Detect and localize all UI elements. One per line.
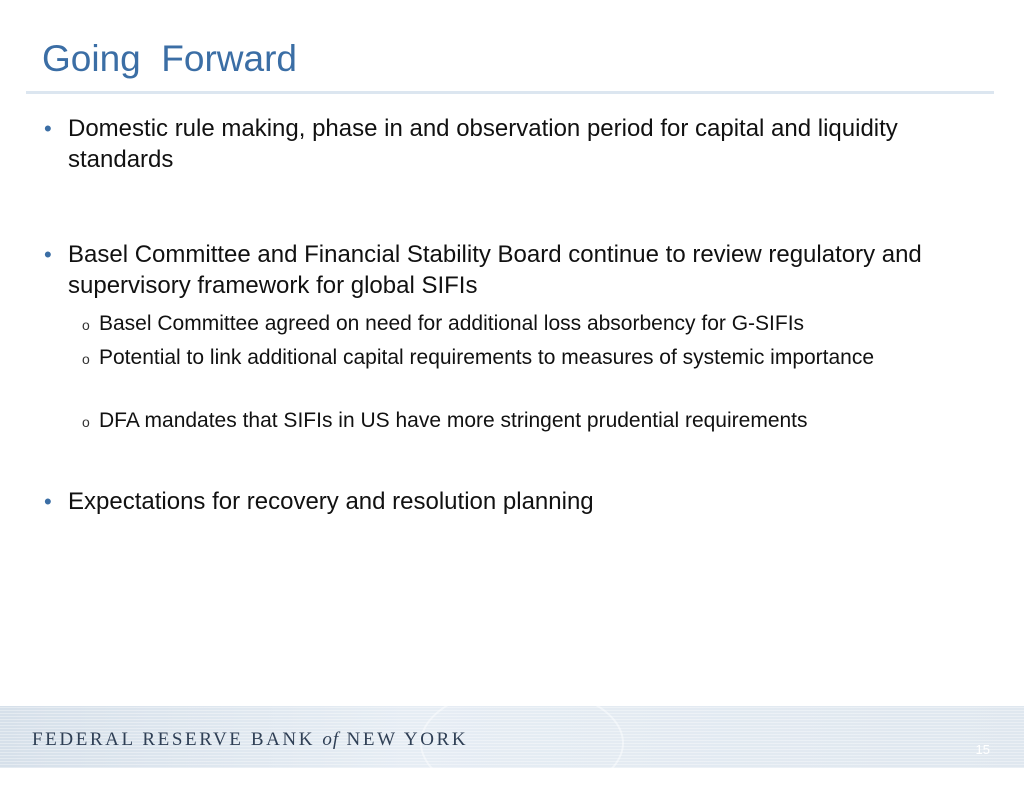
- bank-name-part: NEW YORK: [339, 729, 469, 750]
- bullet-text: Basel Committee and Financial Stability Board continue to review regulatory and supervisory framework for global SIFIs: [68, 241, 922, 299]
- bullet-text: Expectations for recovery and resolution planning: [68, 488, 594, 515]
- bank-name-of: of: [322, 729, 340, 750]
- page-number: 15: [975, 742, 990, 757]
- sub-bullet-text: Basel Committee agreed on need for additional loss absorbency for G-SIFIs: [99, 312, 805, 335]
- bank-name-part: FEDERAL RESERVE BANK: [32, 729, 323, 750]
- title-divider: [26, 91, 994, 94]
- bullet-dot-icon: •: [44, 116, 52, 141]
- sub-bullet-circle-icon: o: [82, 414, 90, 430]
- bank-name-logo: [32, 729, 468, 751]
- bullet-dot-icon: •: [44, 242, 52, 267]
- sub-bullet-circle-icon: o: [82, 317, 90, 333]
- sub-bullet-circle-icon: o: [82, 351, 90, 367]
- sub-bullet-text: Potential to link additional capital requirements to measures of systemic importance: [99, 346, 875, 369]
- bullet-text: Domestic rule making, phase in and observation period for capital and liquidity standards: [68, 115, 898, 173]
- sub-bullet-text: DFA mandates that SIFIs in US have more stringent prudential requirements: [99, 409, 808, 432]
- footer-banner: [0, 706, 1024, 768]
- bullet-dot-icon: •: [44, 489, 52, 514]
- slide-title: Going Forward: [42, 38, 297, 79]
